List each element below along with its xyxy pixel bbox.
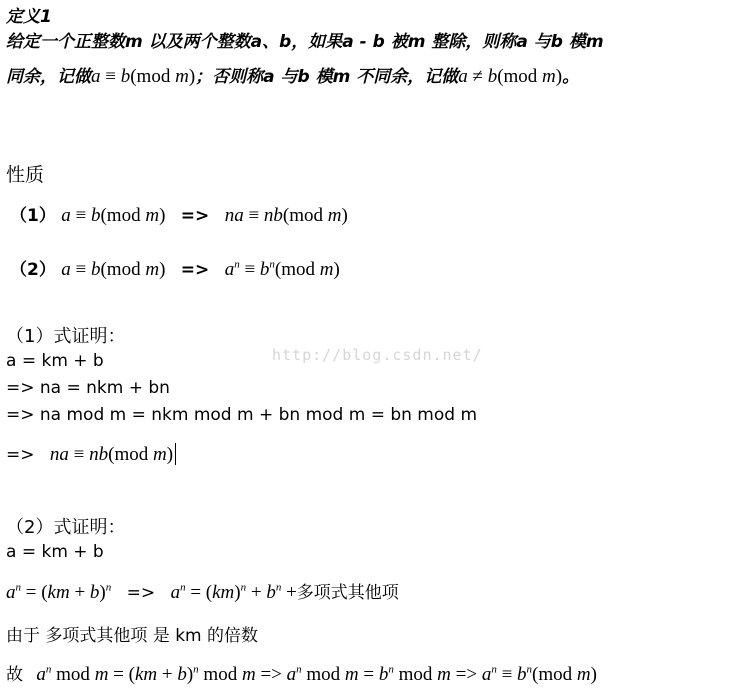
proof2-expand-tail: 多项式其他项 xyxy=(296,583,399,603)
proof1-step-3: => na mod m = nkm mod m + bn mod m = bn mod m xyxy=(6,405,478,425)
property-2 xyxy=(10,255,340,281)
watermark: http://blog.csdn.net/ xyxy=(272,346,483,364)
definition-line2-mid: ；否则称a 与b 模m 不同余，记做 xyxy=(195,67,459,87)
property-1-premise: a ≡ b(mod m) xyxy=(61,205,166,226)
binomial-rhs: $a^n = (km)^n + b^n$ + xyxy=(170,581,297,603)
definition-line2 xyxy=(6,62,579,88)
proof2-conclusion xyxy=(6,660,597,686)
proof2-conclusion-formula: $a^n$ mod m = (km + b)$^n$ mod $m => a^n$ mod $m = b^n$ mod $m => a^n \equiv b^n(mod$ m) xyxy=(36,663,597,685)
binomial-lhs: $a^n = (km + b)^n$ xyxy=(6,581,112,603)
text-cursor xyxy=(175,443,176,465)
proof1-final-formula: na ≡ nb(mod m) xyxy=(49,444,174,465)
proof2-step-1: a = km + b xyxy=(6,542,104,562)
proof2-expansion xyxy=(6,578,399,604)
definition-line2-prefix: 同余，记做 xyxy=(6,67,91,87)
property-1-label: （1） xyxy=(10,206,56,226)
proof1-step-1: a = km + b xyxy=(6,351,104,371)
property-2-premise: a ≡ b(mod m) xyxy=(61,259,166,280)
definition-line1: 给定一个正整数m 以及两个整数a、b，如果a - b 被m 整除，则称a 与b 模m xyxy=(6,32,604,52)
proof1-heading: （1）式证明： xyxy=(6,326,126,347)
properties-heading: 性质 xyxy=(6,164,45,186)
property-2-conclusion: $a^n \equiv b^n(mod$ m) xyxy=(224,258,340,280)
property-1 xyxy=(10,201,348,227)
proof2-expand-arrow: => xyxy=(126,583,156,603)
definition-line2-end: 。 xyxy=(562,67,580,87)
proof1-final-arrow: => xyxy=(6,445,35,465)
congruence-formula: a ≡ b(mod m) xyxy=(91,66,196,87)
proof1-final xyxy=(6,443,176,466)
proof2-reason: 由于 多项式其他项 是 km 的倍数 xyxy=(6,626,259,646)
proof2-heading: （2）式证明： xyxy=(6,517,126,538)
property-2-arrow: => xyxy=(180,260,210,280)
definition-title: 定义1 xyxy=(6,7,52,27)
property-2-label: （2） xyxy=(10,260,56,280)
non-congruence-formula: a ≠ b(mod m) xyxy=(458,66,563,87)
proof1-step-2: => na = nkm + bn xyxy=(6,378,170,398)
proof2-therefore: 故 xyxy=(6,665,23,685)
property-1-arrow: => xyxy=(180,206,210,226)
property-1-conclusion: na ≡ nb(mod m) xyxy=(224,205,348,226)
